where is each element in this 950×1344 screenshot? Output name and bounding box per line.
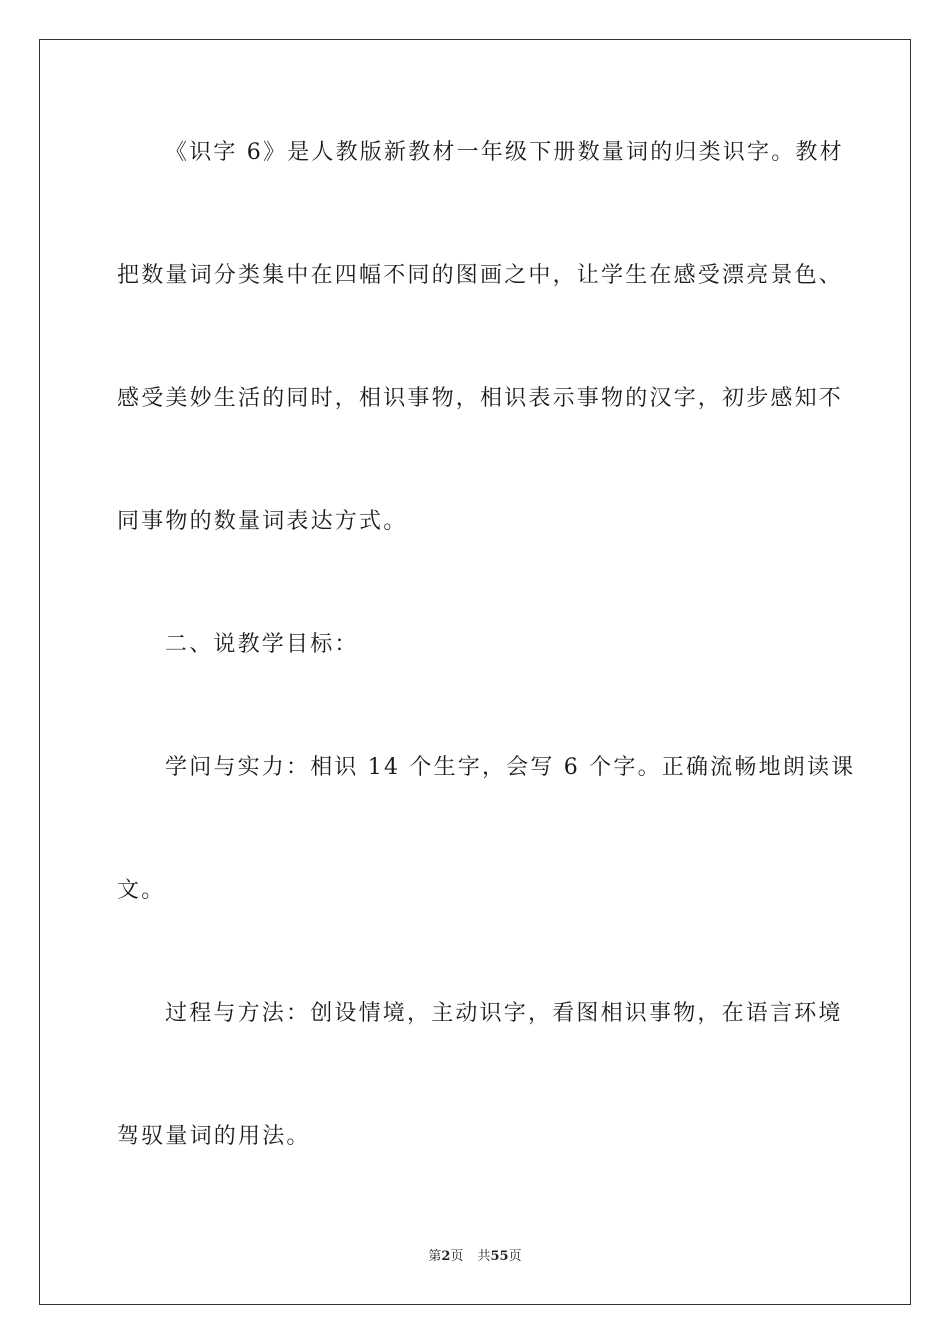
paragraph-line-2: 把数量词分类集中在四幅不同的图画之中，让学生在感受漂亮景色、 [117,263,844,288]
page-footer [0,1248,950,1266]
section-heading: 二、说教学目标： [165,632,359,657]
total-pages: 55 [490,1249,509,1264]
page-number: 2 [441,1249,451,1264]
paragraph-line-5: 学问与实力：相识 14 个生字，会写 6 个字。正确流畅地朗读课 [165,755,856,780]
paragraph-line-7: 过程与方法：创设情境，主动识字，看图相识事物，在语言环境 [165,1001,843,1026]
page-prefix: 第 [428,1249,442,1264]
page-border [39,39,911,1305]
paragraph-line-1: 《识字 6》是人教版新教材一年级下册数量词的归类识字。教材 [165,140,844,165]
total-prefix: 共 [477,1249,491,1264]
paragraph-line-8: 驾驭量词的用法。 [117,1124,311,1149]
paragraph-line-3: 感受美妙生活的同时，相识事物，相识表示事物的汉字，初步感知不 [117,386,844,411]
paragraph-line-6: 文。 [117,878,166,903]
page-suffix: 页 [450,1249,464,1264]
total-suffix: 页 [508,1249,522,1264]
paragraph-line-4: 同事物的数量词表达方式。 [117,509,408,534]
